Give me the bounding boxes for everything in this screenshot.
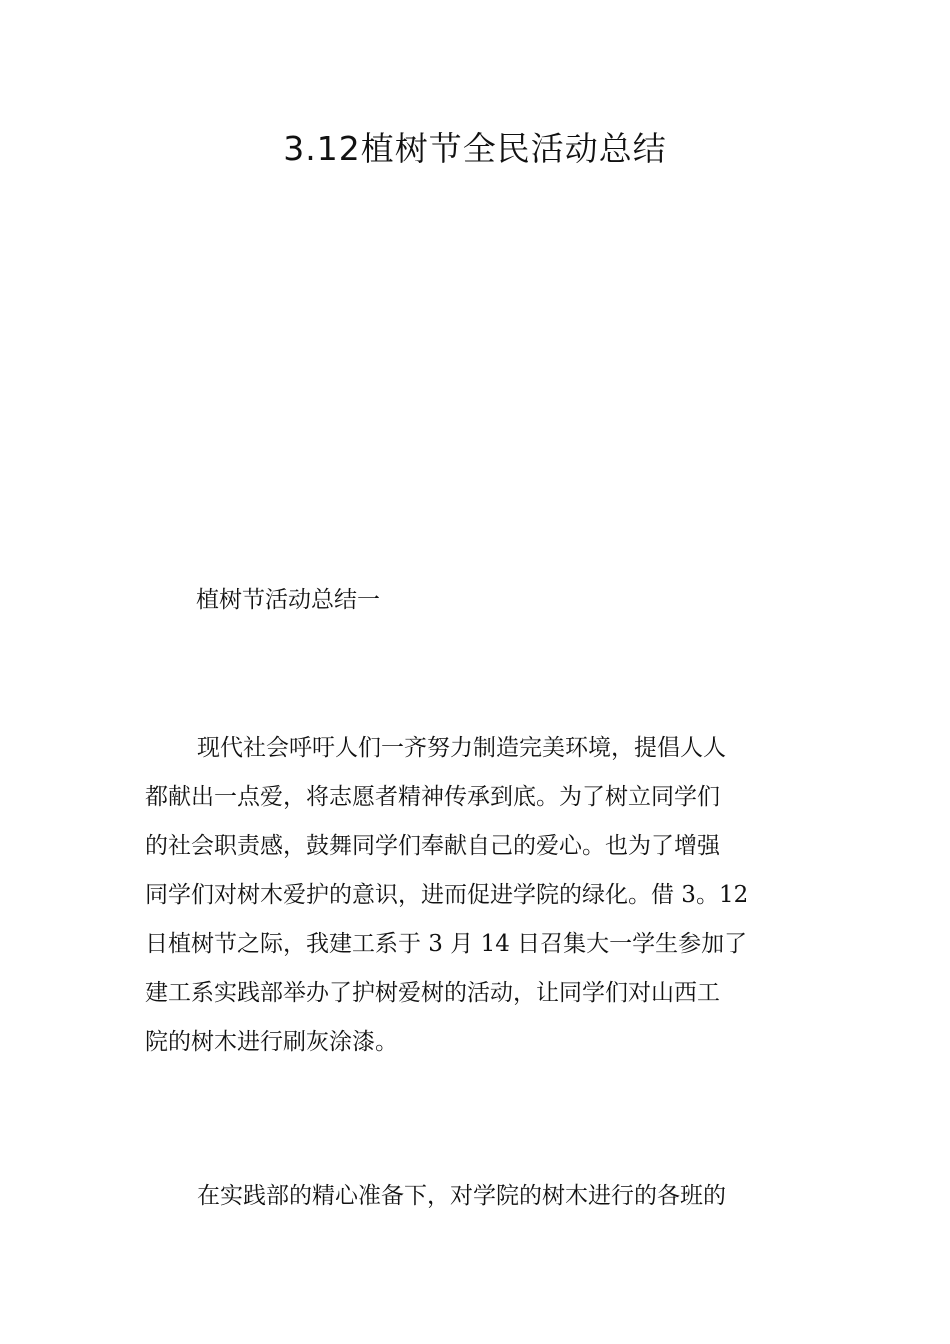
paragraph-2 (145, 1172, 815, 1221)
paragraph-line: 现代社会呼吁人们一齐努力制造完美环境，提倡人人 (197, 735, 726, 761)
paragraph-line: 建工系实践部举办了护树爱树的活动，让同学们对山西工 (145, 980, 720, 1006)
paragraph-line: 院的树木进行刷灰涂漆。 (145, 1029, 398, 1055)
paragraph-line: 同学们对树木爱护的意识，进而促进学院的绿化。借 3。12 (145, 882, 749, 908)
section-heading: 植树节活动总结一 (196, 587, 380, 613)
paragraph-line: 日植树节之际，我建工系于 3 月 14 日召集大一学生参加了 (145, 931, 748, 957)
paragraph-line: 都献出一点爱，将志愿者精神传承到底。为了树立同学们 (145, 784, 720, 810)
paragraph-1 (145, 724, 815, 1067)
paragraph-line: 的社会职责感，鼓舞同学们奉献自己的爱心。也为了增强 (145, 833, 720, 859)
paragraph-line: 在实践部的精心准备下，对学院的树木进行的各班的 (197, 1183, 726, 1209)
document-title: 3.12植树节全民活动总结 (283, 129, 667, 168)
